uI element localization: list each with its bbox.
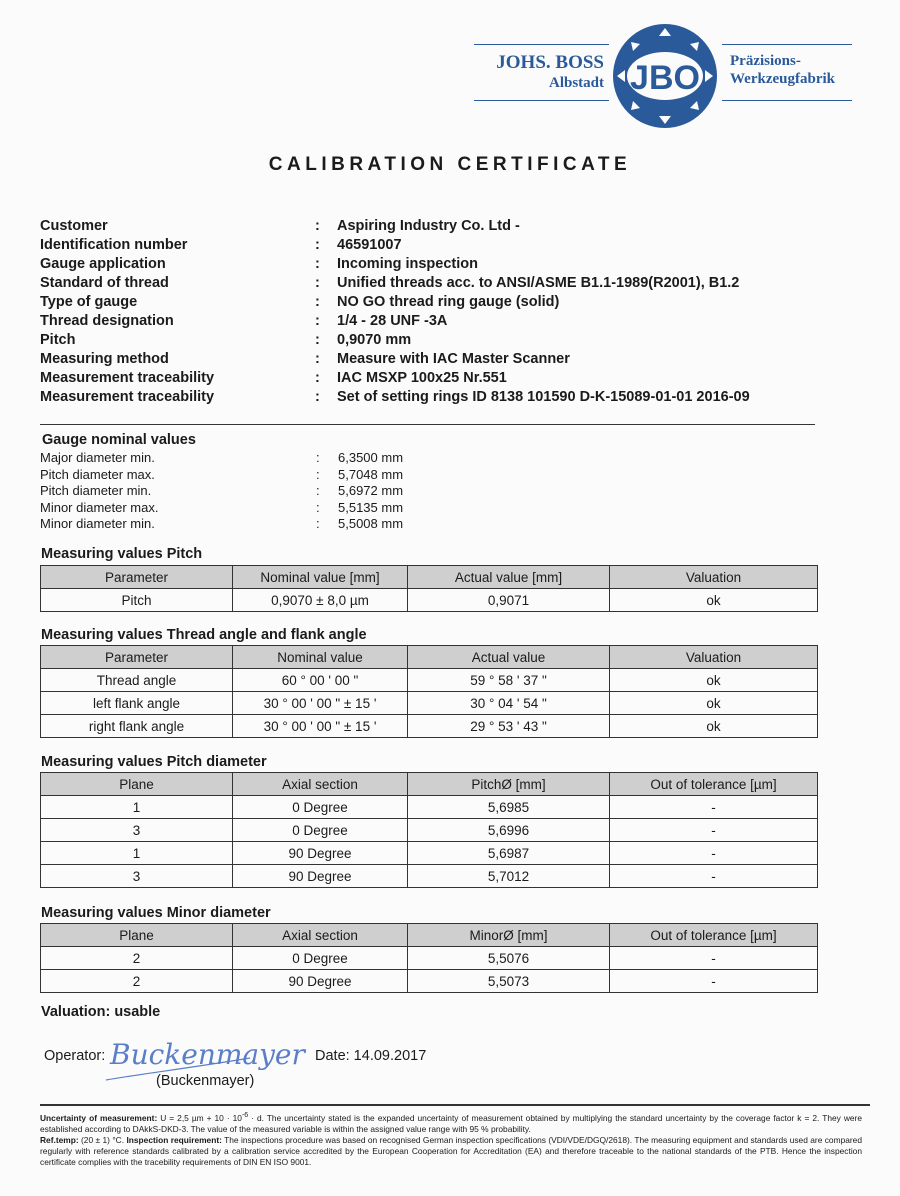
info-value: Aspiring Industry Co. Ltd - — [337, 218, 520, 234]
table-header-row — [41, 566, 818, 589]
column-header: Valuation — [610, 566, 818, 589]
column-header: Actual value — [408, 646, 610, 669]
footer-divider — [40, 1104, 870, 1106]
company-tagline-1: Präzisions- — [730, 53, 801, 69]
angle-section-title: Measuring values Thread angle and flank angle — [41, 627, 367, 643]
nominal-label: Minor diameter max. — [40, 499, 159, 515]
column-header: Axial section — [233, 773, 408, 796]
minordia-section-title: Measuring values Minor diameter — [41, 905, 271, 921]
info-colon: : — [315, 218, 320, 234]
angle-table — [40, 645, 818, 738]
info-colon: : — [315, 332, 320, 348]
pitch-table — [40, 565, 818, 612]
table-row — [41, 692, 818, 715]
uncertainty-exponent: -6 — [241, 1112, 249, 1119]
info-label: Pitch — [40, 332, 76, 348]
column-header: MinorØ [mm] — [408, 924, 610, 947]
info-colon: : — [315, 389, 320, 405]
column-header: Out of tolerance [µm] — [610, 773, 818, 796]
info-value: 0,9070 mm — [337, 332, 412, 348]
table-cell: 0 Degree — [233, 819, 408, 842]
table-cell: 30 ° 04 ' 54 " — [408, 692, 610, 715]
nominal-value: 5,5008 mm — [338, 516, 404, 531]
nominal-row — [40, 516, 404, 533]
nominal-value: 5,7048 mm — [338, 466, 404, 482]
info-label: Measurement traceability — [40, 389, 215, 405]
column-header: Valuation — [610, 646, 818, 669]
info-colon: : — [315, 370, 320, 386]
table-cell: 59 ° 58 ' 37 " — [408, 669, 610, 692]
table-cell: - — [610, 842, 818, 865]
table-cell: - — [610, 819, 818, 842]
nominal-label: Pitch diameter max. — [40, 466, 155, 482]
footer-notes — [40, 1110, 862, 1168]
info-value: NO GO thread ring gauge (solid) — [337, 294, 560, 310]
info-label: Customer — [40, 218, 108, 234]
table-row — [41, 947, 818, 970]
table-cell: 90 Degree — [233, 970, 408, 993]
info-value: Incoming inspection — [337, 256, 478, 272]
table-cell: 30 ° 00 ' 00 " ± 15 ' — [233, 715, 408, 738]
info-label: Type of gauge — [40, 294, 138, 310]
table-cell: 3 — [41, 865, 233, 888]
reftemp-text: (20 ± 1) °C. — [78, 1134, 127, 1145]
table-cell: - — [610, 796, 818, 819]
table-row — [41, 589, 818, 612]
table-cell: Pitch — [41, 589, 233, 612]
uncertainty-label: Uncertainty of measurement: — [40, 1112, 158, 1123]
minor-diameter-table — [40, 923, 818, 993]
table-cell: 0,9070 ± 8,0 µm — [233, 589, 408, 612]
column-header: Actual value [mm] — [408, 566, 610, 589]
table-row — [41, 819, 818, 842]
nominal-row — [40, 483, 404, 500]
table-cell: 2 — [41, 947, 233, 970]
info-colon: : — [315, 237, 320, 253]
column-header: PitchØ [mm] — [408, 773, 610, 796]
info-label: Measuring method — [40, 351, 169, 367]
table-cell: Thread angle — [41, 669, 233, 692]
table-cell: ok — [610, 692, 818, 715]
table-cell: 5,6985 — [408, 796, 610, 819]
column-header: Plane — [41, 773, 233, 796]
table-cell: right flank angle — [41, 715, 233, 738]
issue-date: Date: 14.09.2017 — [315, 1048, 427, 1064]
column-header: Axial section — [233, 924, 408, 947]
table-cell: ok — [610, 669, 818, 692]
table-row — [41, 796, 818, 819]
nominal-label: Major diameter min. — [40, 450, 155, 465]
nominal-value: 5,5135 mm — [338, 499, 404, 515]
table-cell: 5,6996 — [408, 819, 610, 842]
column-header: Out of tolerance [µm] — [610, 924, 818, 947]
logo-rule-top — [474, 44, 609, 45]
nominal-colon: : — [316, 516, 320, 531]
nominal-row — [40, 466, 404, 484]
info-label: Gauge application — [40, 256, 166, 272]
pitch-diameter-table — [40, 772, 818, 888]
table-cell: left flank angle — [41, 692, 233, 715]
table-cell: 5,5073 — [408, 970, 610, 993]
company-name: JOHS. BOSS — [496, 52, 604, 73]
nominal-colon: : — [316, 450, 320, 465]
table-cell: 90 Degree — [233, 842, 408, 865]
pitchdia-section-title: Measuring values Pitch diameter — [41, 754, 267, 770]
logo-rule-bottom — [474, 100, 609, 101]
info-label: Standard of thread — [40, 275, 169, 291]
company-name-left — [478, 52, 604, 92]
logo-rule-bottom-right — [722, 100, 852, 101]
table-row — [41, 970, 818, 993]
nominal-label: Pitch diameter min. — [40, 483, 152, 498]
valuation-result: Valuation: usable — [41, 1004, 161, 1020]
column-header: Parameter — [41, 646, 233, 669]
info-colon: : — [315, 313, 320, 329]
nominal-colon: : — [316, 483, 320, 498]
info-value: Unified threads acc. to ANSI/ASME B1.1-1989(R2001), B1.2 — [337, 275, 740, 291]
column-header: Plane — [41, 924, 233, 947]
pitch-section-title: Measuring values Pitch — [41, 546, 203, 562]
table-row — [41, 842, 818, 865]
table-cell: 60 ° 00 ' 00 " — [233, 669, 408, 692]
table-cell: 2 — [41, 970, 233, 993]
info-label: Thread designation — [40, 313, 174, 329]
info-value: IAC MSXP 100x25 Nr.551 — [337, 370, 507, 386]
info-value: 1/4 - 28 UNF -3A — [337, 313, 448, 329]
signature-text: Buckenmayer — [110, 1038, 305, 1071]
table-cell: - — [610, 970, 818, 993]
uncertainty-text-2: · d. The uncertainty stated is the expanded uncertainty of measurement obtained by multiplying the standard uncertainty by the coverage factor k = 2. They were established according to DAkkS-DKD-3. The value of the measured variable is within the assigned value range with 95 % probability. — [40, 1112, 862, 1134]
info-value: Measure with IAC Master Scanner — [337, 351, 570, 367]
company-tagline-2: Werkzeugfabrik — [730, 71, 835, 87]
table-cell: ok — [610, 589, 818, 612]
info-label: Measurement traceability — [40, 370, 215, 386]
nominal-row — [40, 499, 404, 517]
operator-label: Operator: — [44, 1048, 106, 1064]
nominal-value: 5,6972 mm — [338, 483, 404, 498]
gauge-nominal-values — [40, 432, 404, 533]
table-header-row — [41, 924, 818, 947]
table-cell: - — [610, 947, 818, 970]
table-row — [41, 865, 818, 888]
column-header: Parameter — [41, 566, 233, 589]
nominal-value: 6,3500 mm — [338, 450, 404, 465]
info-colon: : — [315, 256, 320, 272]
table-cell: 90 Degree — [233, 865, 408, 888]
inspection-text: The inspections procedure was based on recognised German inspection specifications (VDI/VDE/DGQ/2618). The measuring equipment and standards used are compared regularly with reference standards calibrated by a calibration service accredited by the European Cooperation for Accreditation (EA) and therefore traceable to the national standards of the PTB. Hence the inspection certificate complies with the tracebility requirements of DIN EN ISO 9001. — [40, 1134, 862, 1167]
table-cell: 1 — [41, 842, 233, 865]
table-cell: - — [610, 865, 818, 888]
table-cell: 5,7012 — [408, 865, 610, 888]
table-cell: 0 Degree — [233, 947, 408, 970]
logo-text: JBO — [630, 59, 700, 97]
logo-rule-top-right — [722, 44, 852, 45]
info-colon: : — [315, 294, 320, 310]
operator-name: (Buckenmayer) — [156, 1073, 255, 1089]
table-cell: 30 ° 00 ' 00 " ± 15 ' — [233, 692, 408, 715]
company-city: Albstadt — [548, 75, 604, 91]
table-cell: 5,5076 — [408, 947, 610, 970]
info-value: Set of setting rings ID 8138 101590 D-K-15089-01-01 2016-09 — [337, 389, 750, 405]
info-colon: : — [315, 351, 320, 367]
inspection-label: Inspection requirement: — [126, 1134, 222, 1145]
info-divider — [40, 424, 815, 425]
table-cell: 0,9071 — [408, 589, 610, 612]
uncertainty-text: U = 2,5 µm + 10 · 10 — [157, 1112, 242, 1123]
table-cell: 0 Degree — [233, 796, 408, 819]
table-cell: 5,6987 — [408, 842, 610, 865]
table-row — [41, 669, 818, 692]
table-header-row — [41, 773, 818, 796]
nominal-row — [40, 450, 404, 467]
nominal-title: Gauge nominal values — [42, 432, 196, 448]
info-label: Identification number — [40, 237, 188, 253]
nominal-colon: : — [316, 466, 320, 482]
table-cell: 29 ° 53 ' 43 " — [408, 715, 610, 738]
document-title: CALIBRATION CERTIFICATE — [268, 154, 632, 175]
table-cell: ok — [610, 715, 818, 738]
company-name-right — [730, 52, 870, 88]
info-value: 46591007 — [337, 237, 402, 253]
table-cell: 1 — [41, 796, 233, 819]
nominal-label: Minor diameter min. — [40, 516, 155, 531]
jbo-logo — [611, 22, 719, 130]
column-header: Nominal value [mm] — [233, 566, 408, 589]
info-colon: : — [315, 275, 320, 291]
table-cell: 3 — [41, 819, 233, 842]
column-header: Nominal value — [233, 646, 408, 669]
table-header-row — [41, 646, 818, 669]
reftemp-label: Ref.temp: — [40, 1134, 79, 1145]
nominal-colon: : — [316, 499, 320, 515]
table-row — [41, 715, 818, 738]
